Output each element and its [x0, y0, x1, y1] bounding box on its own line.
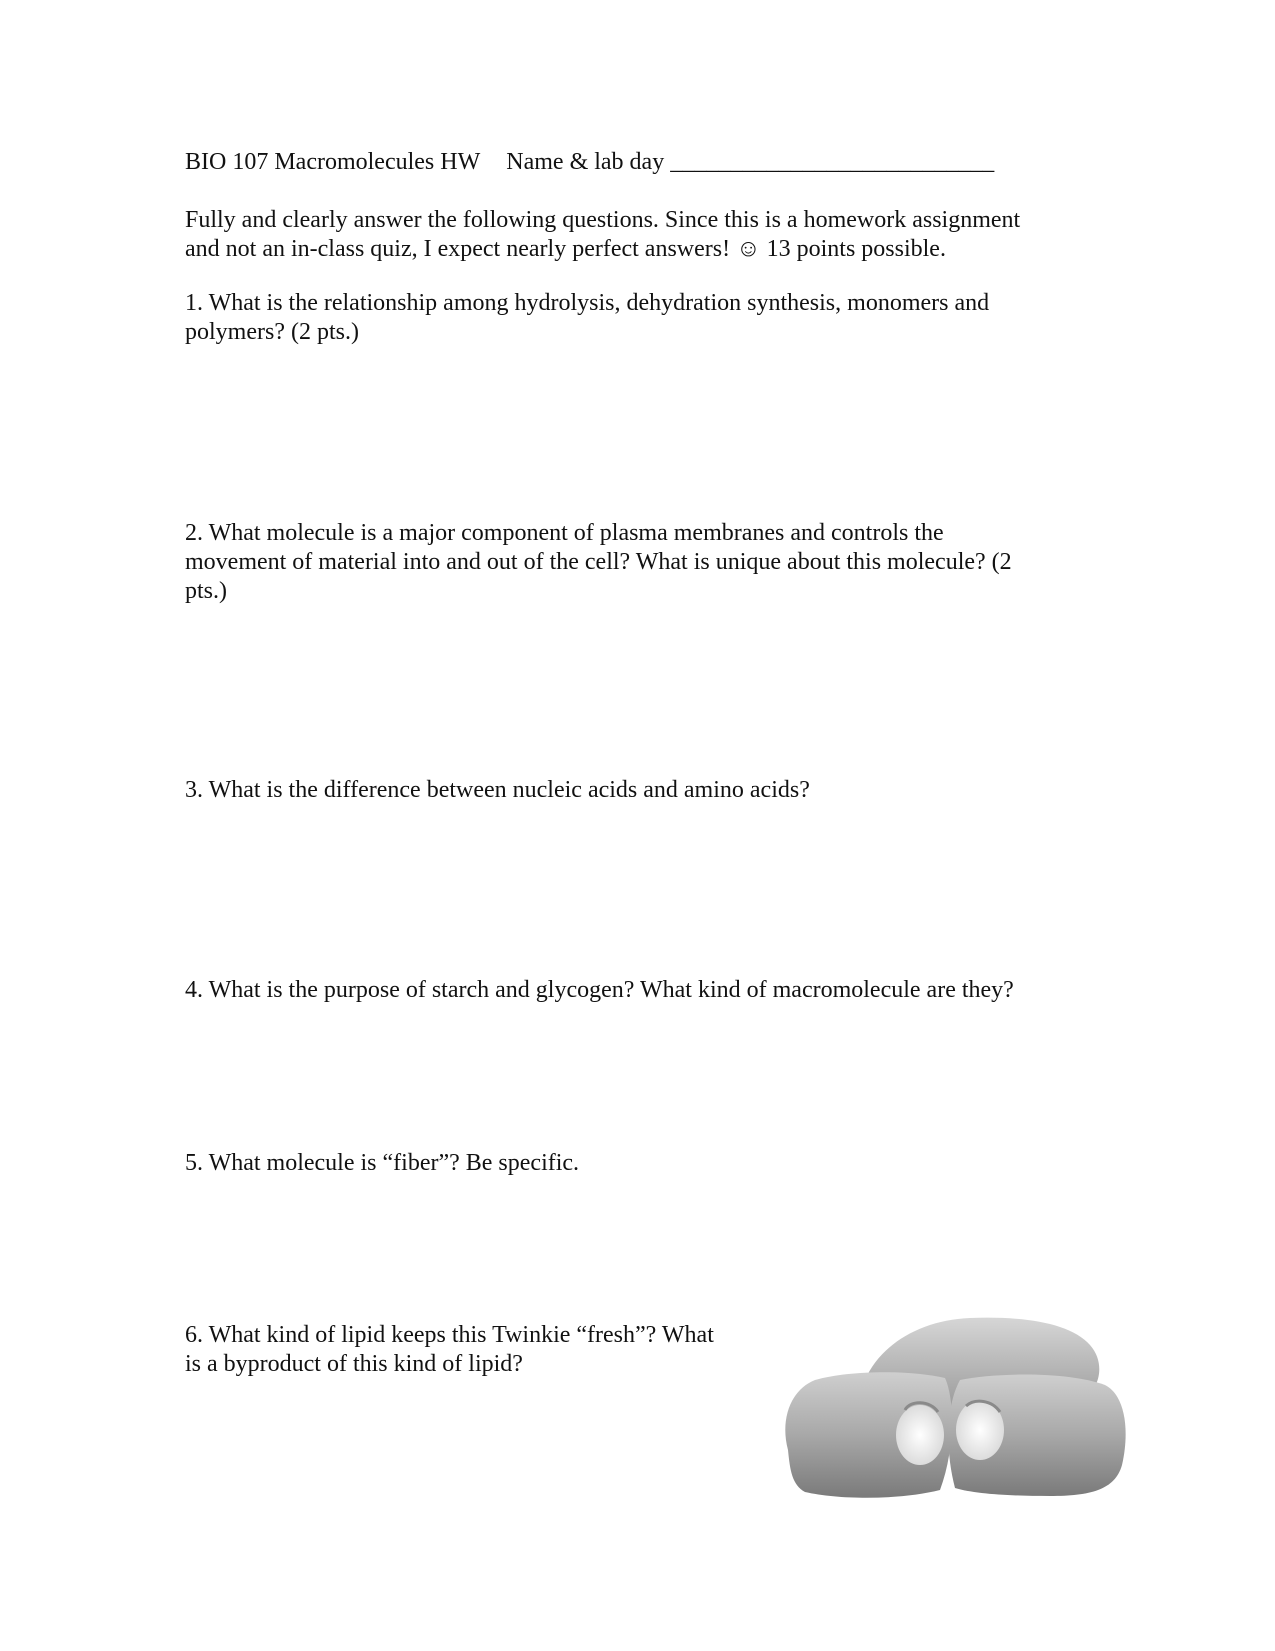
course-title: BIO 107 Macromolecules HW — [185, 149, 481, 175]
question-2-line-3: pts.) — [185, 578, 227, 604]
question-6-line-1: 6. What kind of lipid keeps this Twinkie “fresh”? What — [185, 1322, 714, 1348]
question-1 — [185, 289, 1065, 347]
instructions-line-2: and not an in-class quiz, I expect nearly perfect answers! ☺ 13 points possible. — [185, 236, 946, 262]
twinkie-image — [770, 1300, 1140, 1510]
question-2-line-1: 2. What molecule is a major component of plasma membranes and controls the — [185, 520, 944, 546]
cream-filling-left — [896, 1405, 944, 1465]
worksheet-header — [185, 148, 994, 177]
name-blank: ___________________________ — [670, 149, 995, 175]
question-6-line-2: is a byproduct of this kind of lipid? — [185, 1351, 523, 1377]
question-4 — [185, 976, 1014, 1005]
question-2-line-2: movement of material into and out of the cell? What is unique about this molecule? (2 — [185, 549, 1012, 575]
instructions-line-1: Fully and clearly answer the following questions. Since this is a homework assignment — [185, 207, 1021, 233]
question-1-line-1: 1. What is the relationship among hydrolysis, dehydration synthesis, monomers and — [185, 290, 990, 316]
question-3-line-1: 3. What is the difference between nucleic acids and amino acids? — [185, 777, 810, 803]
name-label: Name & lab day — [506, 149, 665, 175]
question-3 — [185, 776, 810, 805]
question-1-line-2: polymers? (2 pts.) — [185, 319, 359, 345]
question-4-line-1: 4. What is the purpose of starch and glycogen? What kind of macromolecule are they? — [185, 977, 1014, 1003]
instructions — [185, 206, 1020, 264]
question-6 — [185, 1321, 755, 1379]
question-5 — [185, 1149, 579, 1178]
question-5-line-1: 5. What molecule is “fiber”? Be specific. — [185, 1150, 580, 1176]
question-2 — [185, 519, 1065, 606]
